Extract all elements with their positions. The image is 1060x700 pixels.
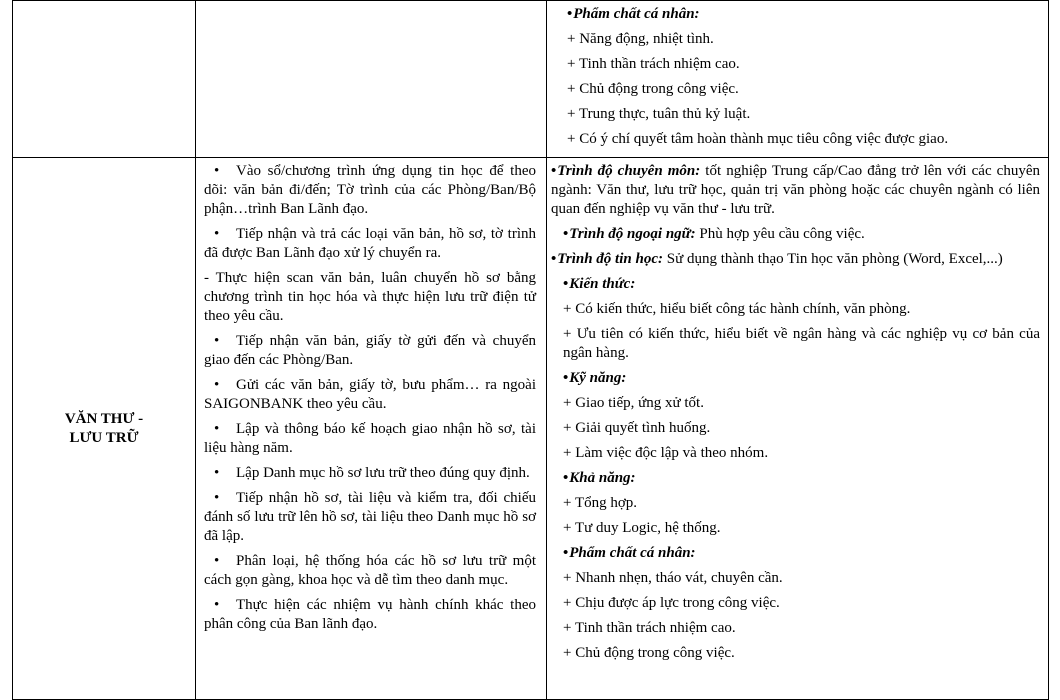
- role-title-line: LƯU TRỮ: [69, 429, 139, 446]
- list-item: + Ưu tiên có kiến thức, hiểu biết về ngân hàng và các nghiệp vụ cơ bản của ngân hàng.: [563, 326, 1040, 361]
- requirements-cell: [547, 1, 1049, 158]
- duty-item: • Thực hiện các nhiệm vụ hành chính khác theo phân công của Ban lãnh đạo.: [204, 596, 536, 634]
- role-title: [44, 410, 164, 448]
- table-row: [13, 158, 1049, 700]
- requirement-text: tốt nghiệp Trung cấp/Cao đẳng trở lên với các chuyên ngành: Văn thư, lưu trữ học, quản trị văn phòng hoặc các chuyên ngành có liên quan đến nghiệp vụ văn thư - lưu trữ.: [551, 163, 1040, 217]
- duty-item: • Tiếp nhận văn bản, giấy tờ gửi đến và chuyển giao đến các Phòng/Ban.: [204, 332, 536, 370]
- list-item: + Có ý chí quyết tâm hoàn thành mục tiêu công việc được giao.: [567, 131, 949, 147]
- duties-cell: [196, 158, 547, 700]
- list-item: + Trung thực, tuân thủ kỷ luật.: [567, 106, 751, 122]
- list-item: + Chủ động trong công việc.: [567, 81, 739, 97]
- requirement-text: Sử dụng thành thạo Tin học văn phòng (Word, Excel,...): [662, 251, 1003, 267]
- list-item: + Tư duy Logic, hệ thống.: [563, 520, 721, 536]
- list-item: + Giải quyết tình huống.: [563, 420, 711, 436]
- duty-item: • Gửi các văn bản, giấy tờ, bưu phẩm… ra ngoài SAIGONBANK theo yêu cầu.: [204, 376, 536, 414]
- requirement-label: • Phẩm chất cá nhân:: [563, 545, 696, 561]
- list-item: + Giao tiếp, ứng xử tốt.: [563, 395, 704, 411]
- professional-requirement: [551, 162, 1040, 219]
- list-item: + Chịu được áp lực trong công việc.: [563, 595, 780, 611]
- duty-item: • Tiếp nhận và trả các loại văn bản, hồ sơ, tờ trình đã được Ban Lãnh đạo xử lý chuyển ra.: [204, 225, 536, 263]
- list-item: + Nhanh nhẹn, tháo vát, chuyên cần.: [563, 570, 783, 586]
- list-item: + Có kiến thức, hiểu biết công tác hành chính, văn phòng.: [563, 301, 911, 317]
- requirement-label: • Kiến thức:: [563, 276, 635, 292]
- list-item: + Tổng hợp.: [563, 495, 638, 511]
- role-cell: [13, 1, 196, 158]
- table-row: [13, 1, 1049, 158]
- duty-item: - Thực hiện scan văn bản, luân chuyển hồ sơ bằng chương trình tin học hóa và thực hiện lưu trữ điện tử theo yêu cầu.: [204, 270, 536, 324]
- duty-item: • Vào sổ/chương trình ứng dụng tin học để theo dõi: văn bản đi/đến; Tờ trình của các Phòng/Ban/Bộ phận…trình Ban Lãnh đạo.: [204, 162, 536, 219]
- language-requirement: [551, 225, 1040, 244]
- duty-item: • Lập Danh mục hồ sơ lưu trữ theo đúng quy định.: [204, 464, 536, 483]
- requirement-label: • Trình độ ngoại ngữ:: [563, 226, 696, 242]
- list-item: + Làm việc độc lập và theo nhóm.: [563, 445, 769, 461]
- role-title-line: VĂN THƯ -: [64, 410, 144, 427]
- list-item: + Năng động, nhiệt tình.: [567, 31, 714, 47]
- skills-heading: [551, 369, 1040, 388]
- requirement-label: • Trình độ chuyên môn:: [551, 163, 700, 179]
- list-item: + Chủ động trong công việc.: [563, 645, 735, 661]
- ability-heading: [551, 469, 1040, 488]
- personal-qualities-heading: [551, 544, 1040, 563]
- it-requirement: [551, 250, 1040, 269]
- duty-item: • Phân loại, hệ thống hóa các hồ sơ lưu trữ một cách gọn gàng, khoa học và dễ tìm theo danh mục.: [204, 552, 536, 590]
- duty-item: • Tiếp nhận hồ sơ, tài liệu và kiểm tra, đối chiếu đánh số lưu trữ lên hồ sơ, tài liệu theo Danh mục hồ sơ đã lập.: [204, 489, 536, 546]
- role-cell: [13, 158, 196, 700]
- job-description-table: [12, 0, 1049, 700]
- requirements-cell: [547, 158, 1049, 700]
- duty-item: • Lập và thông báo kế hoạch giao nhận hồ sơ, tài liệu hàng năm.: [204, 420, 536, 458]
- list-item: + Tinh thần trách nhiệm cao.: [567, 56, 740, 72]
- requirement-label: • Khả năng:: [563, 470, 636, 486]
- requirement-label: • Trình độ tin học:: [551, 251, 663, 267]
- personal-qualities-heading: • Phẩm chất cá nhân:: [567, 5, 1042, 24]
- list-item: + Tinh thần trách nhiệm cao.: [563, 620, 736, 636]
- requirement-label: • Kỹ năng:: [563, 370, 626, 386]
- knowledge-heading: [551, 275, 1040, 294]
- duties-cell: [196, 1, 547, 158]
- requirement-text: Phù hợp yêu cầu công việc.: [695, 226, 865, 242]
